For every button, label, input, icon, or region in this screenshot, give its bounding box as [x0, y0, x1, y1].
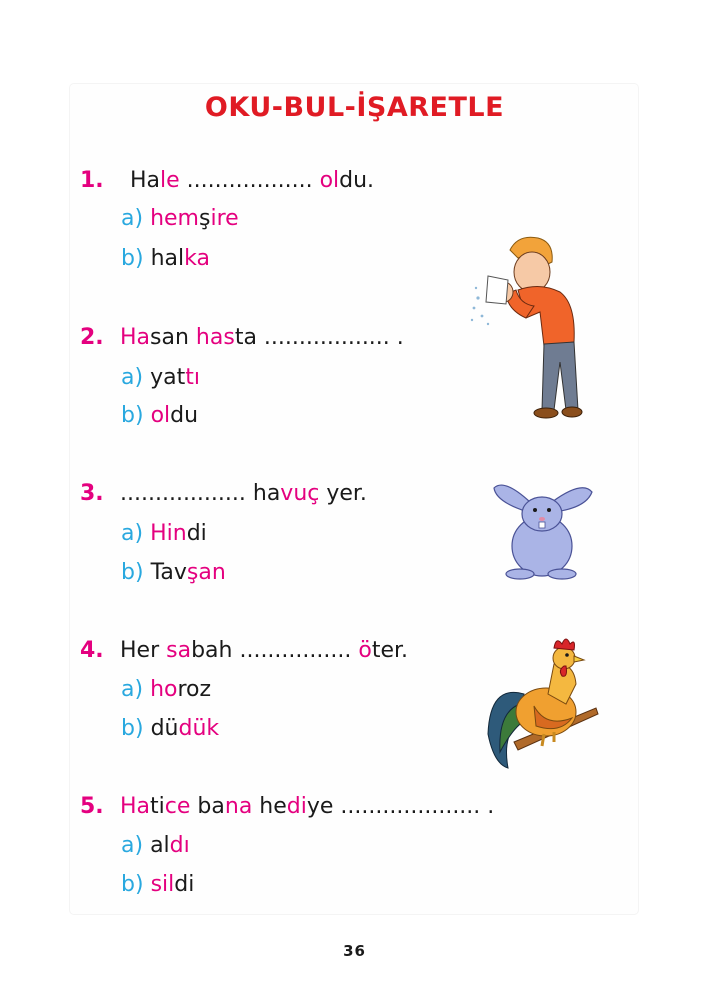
option-text: [150, 206, 239, 231]
option-text: [151, 560, 226, 585]
highlighted-syllable: dı: [169, 833, 190, 858]
question-number: 2.: [80, 325, 104, 350]
option-letter: a): [121, 833, 144, 858]
highlighted-syllable: ol: [150, 403, 171, 428]
text-run: ye .................... .: [306, 794, 495, 819]
question-3-option-b[interactable]: [121, 560, 226, 585]
question-number: 3.: [80, 481, 104, 506]
question-5: [80, 794, 494, 819]
question-2-option-a[interactable]: [121, 365, 200, 390]
highlighted-syllable: ka: [184, 246, 210, 271]
question-1-option-a[interactable]: [121, 206, 239, 231]
text-run: yer.: [319, 481, 367, 506]
text-run: .................. ha: [120, 481, 281, 506]
text-run: ter.: [371, 638, 409, 663]
text-run: san: [150, 325, 196, 350]
text-run: dü: [150, 716, 179, 741]
option-letter: a): [121, 521, 144, 546]
rooster-illustration: [484, 634, 602, 774]
text-run: ta .................. .: [234, 325, 404, 350]
text-run: du: [170, 403, 199, 428]
option-letter: b): [121, 246, 144, 271]
question-number: 5.: [80, 794, 104, 819]
highlighted-syllable: na: [224, 794, 253, 819]
option-text: [151, 872, 195, 897]
highlighted-syllable: Hin: [150, 521, 187, 546]
text-run: al: [150, 833, 170, 858]
text-run: Ha: [130, 168, 161, 193]
question-sentence: [120, 325, 404, 350]
question-5-option-a[interactable]: [121, 833, 190, 858]
option-text: [151, 403, 199, 428]
question-sentence: [120, 794, 494, 819]
question-2: [80, 325, 404, 350]
option-text: [150, 677, 211, 702]
question-3: [80, 481, 367, 506]
question-4-option-a[interactable]: [121, 677, 211, 702]
option-letter: b): [121, 403, 144, 428]
rabbit-illustration: [490, 476, 596, 580]
highlighted-syllable: ire: [210, 206, 239, 231]
option-text: [150, 365, 200, 390]
highlighted-syllable: di: [286, 794, 307, 819]
text-run: di: [186, 521, 207, 546]
question-4: [80, 638, 408, 663]
highlighted-syllable: sa: [166, 638, 192, 663]
highlighted-syllable: has: [195, 325, 235, 350]
highlighted-syllable: hem: [150, 206, 199, 231]
text-run: di: [174, 872, 195, 897]
highlighted-syllable: Ha: [120, 794, 151, 819]
question-sentence: [130, 168, 374, 193]
highlighted-syllable: şan: [186, 560, 226, 585]
question-number: 4.: [80, 638, 104, 663]
text-run: ş: [199, 206, 211, 231]
option-letter: a): [121, 677, 144, 702]
text-run: ..................: [179, 168, 320, 193]
highlighted-syllable: Ha: [120, 325, 151, 350]
question-1-option-b[interactable]: [121, 246, 210, 271]
highlighted-syllable: le: [160, 168, 180, 193]
option-text: [150, 833, 190, 858]
highlighted-syllable: sil: [150, 872, 175, 897]
question-3-option-a[interactable]: [121, 521, 207, 546]
highlighted-syllable: ol: [319, 168, 340, 193]
page-title: OKU-BUL-İŞARETLE: [204, 92, 505, 123]
question-1: [80, 168, 374, 193]
sneezing-boy-illustration: [468, 232, 586, 422]
highlighted-syllable: ö: [358, 638, 372, 663]
highlighted-syllable: vuç: [280, 481, 320, 506]
question-sentence: [120, 481, 367, 506]
option-letter: a): [121, 206, 144, 231]
text-run: ti: [150, 794, 165, 819]
text-run: roz: [177, 677, 212, 702]
option-text: [150, 521, 207, 546]
highlighted-syllable: ho: [150, 677, 178, 702]
page-number: 36: [343, 942, 366, 960]
text-run: bah ................: [191, 638, 359, 663]
question-4-option-b[interactable]: [121, 716, 219, 741]
option-text: [151, 716, 220, 741]
option-text: [151, 246, 210, 271]
question-number: 1.: [80, 168, 104, 193]
question-2-option-b[interactable]: [121, 403, 198, 428]
highlighted-syllable: dük: [178, 716, 220, 741]
option-letter: a): [121, 365, 144, 390]
highlighted-syllable: ce: [164, 794, 191, 819]
text-run: Tav: [150, 560, 187, 585]
question-5-option-b[interactable]: [121, 872, 194, 897]
highlighted-syllable: tı: [185, 365, 200, 390]
option-letter: b): [121, 560, 144, 585]
text-run: hal: [150, 246, 185, 271]
question-sentence: [120, 638, 408, 663]
text-run: ba: [190, 794, 225, 819]
text-run: Her: [120, 638, 167, 663]
option-letter: b): [121, 872, 144, 897]
text-run: du.: [339, 168, 375, 193]
text-run: yat: [150, 365, 186, 390]
text-run: he: [252, 794, 287, 819]
option-letter: b): [121, 716, 144, 741]
